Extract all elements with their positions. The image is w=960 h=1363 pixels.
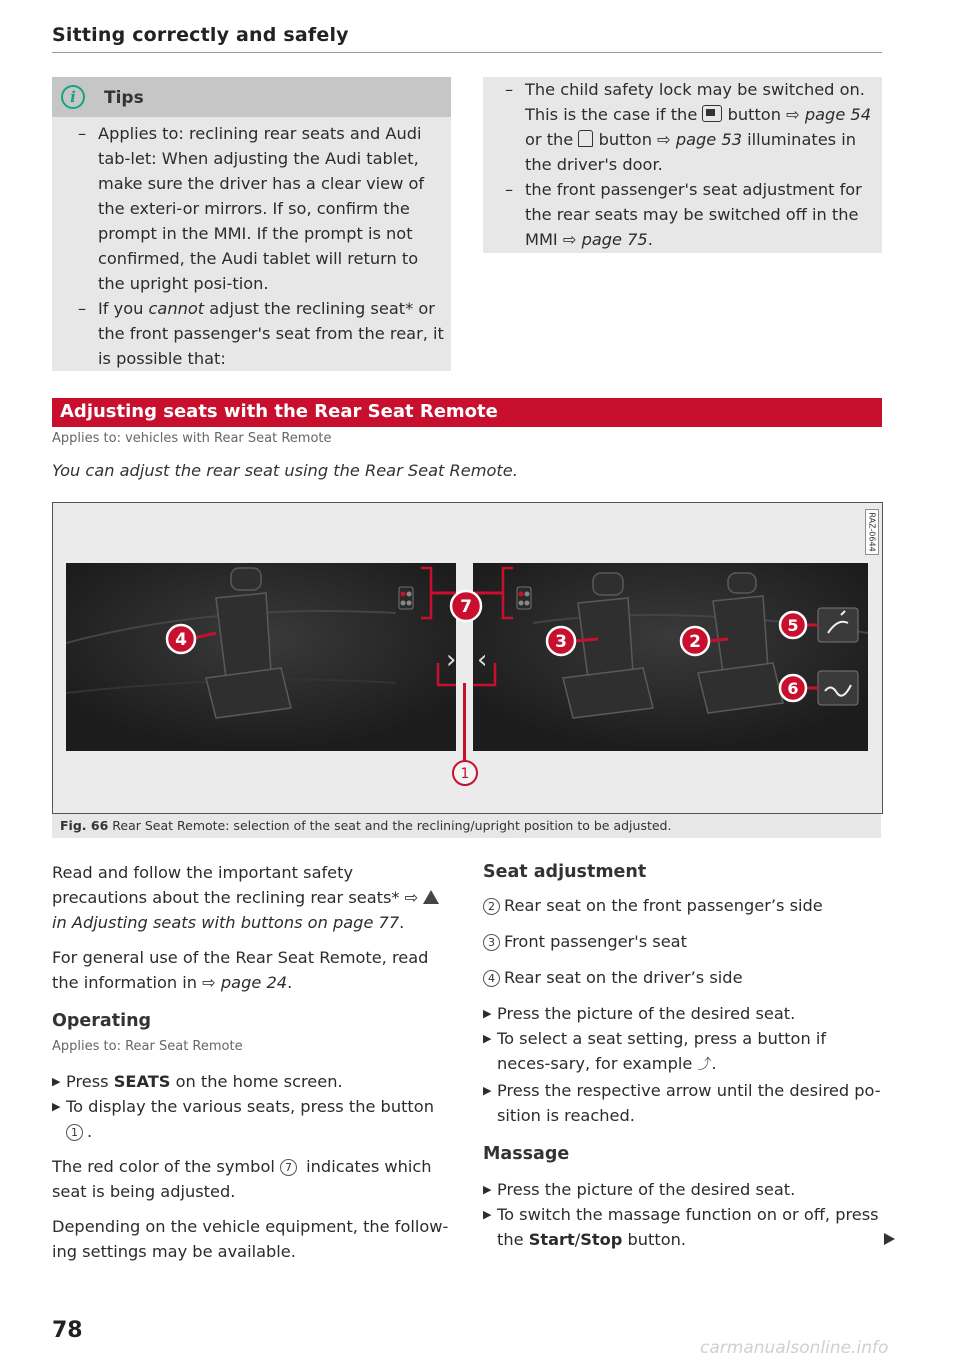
callout-1-leader [463,683,466,761]
general-use-paragraph: For general use of the Rear Seat Remote, read the information in ⇨ page 24. [52,948,429,992]
equipment-paragraph: Depending on the vehicle equipment, the follow-ing settings may be available. [52,1217,449,1261]
callout-7 [448,588,484,624]
operating-heading: Operating [52,1011,152,1031]
operating-applies-to: Applies to: Rear Seat Remote [52,1039,243,1054]
legend-item: 2 Rear seat on the front passenger’s side [483,893,883,918]
seat-setting-inline-icon: ⤴ [697,1057,712,1073]
section-title: Adjusting seats with the Rear Seat Remote [60,401,498,422]
tips-label: Tips [104,88,144,108]
recline-arrow-right-icon[interactable]: ‹ [477,645,488,675]
tips-continuation-body [497,77,877,252]
callout-7-label: 7 [460,597,472,617]
right-column [483,860,883,1252]
seat-panel-right[interactable] [473,563,868,751]
info-icon: i [61,85,85,109]
massage-button[interactable] [818,671,858,705]
page-number: 78 [52,1318,83,1343]
callout-1 [451,759,479,787]
continued-arrow-icon [884,1233,895,1245]
figure-caption-label: Fig. 66 [60,818,109,833]
operating-step: ▶ Press SEATS on the home screen. [52,1072,343,1091]
figure-frame [52,502,883,814]
callout-5-label: 5 [787,616,799,635]
header-divider [52,52,882,53]
seat-step: ▶ Press the respective arrow until the desired po-sition is reached. [483,1081,881,1125]
left-column [52,860,452,1264]
figure-caption [52,814,881,838]
figure-id-text: RAZ-0644 [867,512,877,552]
operating-step: ▶ To display the various seats, press the button 1 . [52,1097,434,1141]
page-header-title: Sitting correctly and safely [52,24,349,46]
safety-paragraph: Read and follow the important safety precautions about the reclining rear seats* ⇨ in Adjusting seats with buttons on page 77. [52,860,452,935]
tips-item: – the front passenger's seat adjustment for the rear seats may be switched off in the MMI ⇨ page 75. [505,180,862,249]
seat-panel-left-graphic [66,563,456,751]
tips-item: – Applies to: reclining rear seats and Audi tab-let: When adjusting the Audi tablet, make sure the driver has a clear view of the exteri-or mirrors. If so, confirm the prompt in the MMI. If the prompt is not confirmed, the Audi tablet will return to the upright posi-tion. [78,124,425,293]
section-applies-to: Applies to: vehicles with Rear Seat Remote [52,431,332,446]
seat-panel-left[interactable] [66,563,456,751]
seat-selection-icon-right[interactable] [517,587,531,609]
callout-1-label: 1 [460,766,470,782]
legend-item: 4 Rear seat on the driver’s side [483,965,883,990]
seat-step: ▶ Press the picture of the desired seat. [483,1004,796,1023]
tips-item: – If you cannot adjust the reclining seat* or the front passenger's seat from the rear, it is possible that: [78,299,444,368]
child-lock-door-icon [578,130,593,147]
figure-caption-text: Rear Seat Remote: selection of the seat and the reclining/upright position to be adjusted. [112,818,672,833]
tips-continuation-box [483,77,882,253]
massage-step: ▶ To switch the massage function on or off, press the Start/Stop button. [483,1205,879,1249]
tips-box [52,77,451,371]
recline-arrow-left-icon[interactable]: › [446,645,456,675]
tips-header [52,77,451,117]
tips-body [70,121,446,371]
symbol-7-ref-icon: 7 [280,1159,297,1176]
watermark: carmanualsonline.info [700,1338,889,1358]
seat-selection-icon-left[interactable] [399,587,413,609]
tips-item: – The child safety lock may be switched on. This is the case if the button ⇨ page 54 or the button ⇨ page 53 illuminates in the driver's door. [505,80,872,174]
section-heading-bar [52,398,882,427]
legend-item: 3 Front passenger's seat [483,929,883,954]
red-symbol-paragraph: The red color of the symbol 7 indicates which seat is being adjusted. [52,1157,432,1201]
callout-3-label: 3 [555,632,567,652]
callout-6-label: 6 [787,679,799,698]
seat-panel-right-graphic [473,563,868,751]
massage-step: ▶ Press the picture of the desired seat. [483,1180,796,1199]
seat-setting-button[interactable] [818,608,858,642]
seat-step: ▶ To select a seat setting, press a button if neces-sary, for example ⤴. [483,1029,827,1073]
callout-2-label: 2 [689,632,701,652]
warning-icon [423,890,439,904]
button-1-ref-icon: 1 [66,1124,83,1141]
massage-heading: Massage [483,1144,570,1164]
child-lock-window-icon [702,105,722,122]
callout-4-label: 4 [175,630,187,650]
section-subtitle: You can adjust the rear seat using the Rear Seat Remote. [52,461,518,480]
figure-id-label [865,509,879,555]
seat-adjustment-heading: Seat adjustment [483,862,647,882]
